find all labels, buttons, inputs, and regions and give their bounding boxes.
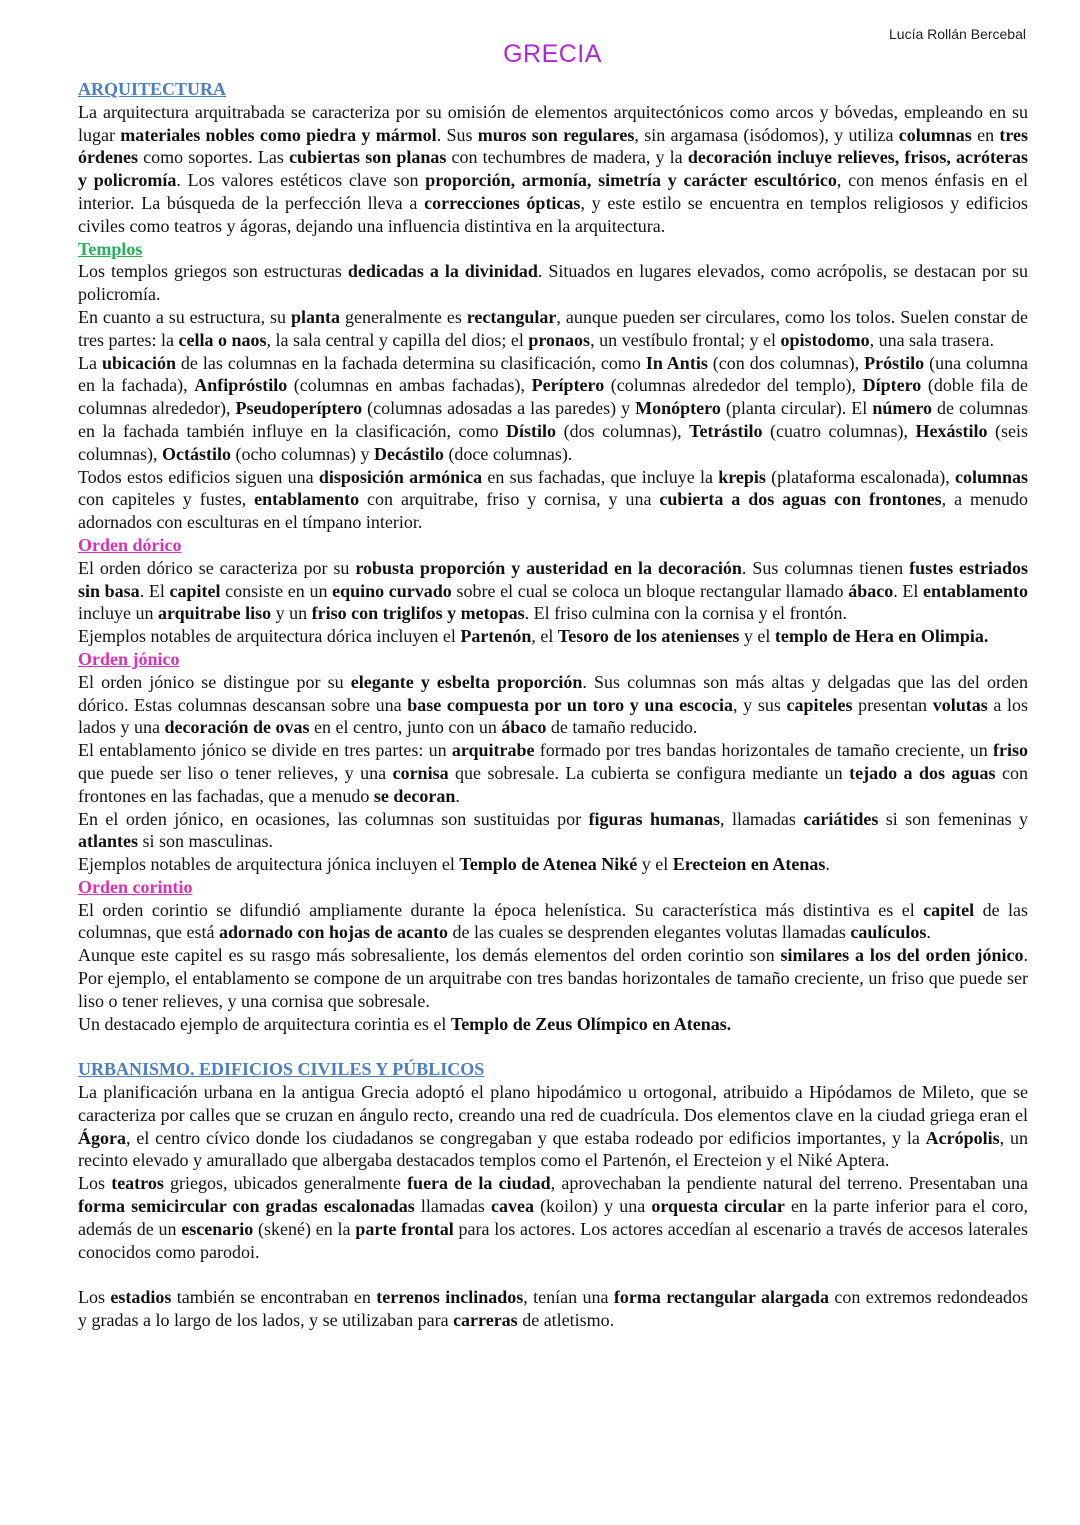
text-run: de columnas en la fachada también influye en la clasificación, como bbox=[78, 398, 1028, 441]
bold-term: parte frontal bbox=[355, 1218, 454, 1239]
text-run: en sus fachadas, que incluye la bbox=[482, 466, 719, 487]
bold-term: Dístilo bbox=[506, 420, 557, 441]
bold-term: In Antis bbox=[645, 352, 708, 373]
spacer bbox=[78, 1035, 1028, 1058]
bold-term: Templo de Atenea Niké bbox=[459, 854, 638, 875]
bold-term: número bbox=[872, 398, 932, 419]
bold-term: similares a los del orden jónico bbox=[780, 945, 1024, 966]
bold-term: fustes estriados sin basa bbox=[78, 557, 1029, 601]
bold-term: se decoran bbox=[373, 785, 456, 806]
text-run: presentan bbox=[852, 694, 933, 715]
paragraph-dorico-2 bbox=[78, 625, 1028, 648]
text-run: . bbox=[825, 854, 830, 875]
bold-term: Próstilo bbox=[864, 352, 925, 373]
text-run: El orden jónico se distingue por su bbox=[78, 671, 351, 692]
paragraph-jonico-3 bbox=[78, 808, 1028, 854]
bold-term: Monóptero bbox=[635, 398, 721, 419]
text-run: en la parte inferior para el coro, además de un bbox=[78, 1196, 1028, 1239]
bold-term: Díptero bbox=[862, 375, 922, 396]
document-title: GRECIA bbox=[503, 40, 602, 68]
heading-urbanismo: URBANISMO. EDIFICIOS CIVILES Y PÚBLICOS bbox=[78, 1059, 485, 1080]
paragraph-corintio-3 bbox=[78, 1013, 1028, 1036]
heading-orden-dorico: Orden dórico bbox=[78, 534, 182, 555]
bold-term: arquitrabe liso bbox=[157, 603, 272, 624]
paragraph-jonico-2 bbox=[78, 739, 1028, 807]
text-run: (columnas alrededor del templo), bbox=[604, 375, 863, 396]
bold-term: terrenos inclinados bbox=[376, 1287, 524, 1308]
paragraph-templos-1 bbox=[78, 260, 1028, 306]
text-run: En cuanto a su estructura, su bbox=[78, 306, 291, 327]
text-run: La planificación urbana en la antigua Grecia adoptó el plano hipodámico u ortogonal, atribuido a Hipódamos de Mileto, que se caracteriza por calles que se cruzan en ángulo recto, creando una red de cuadrícula. Dos elementos clave en la ciudad griega eran el bbox=[78, 1082, 1028, 1125]
bold-term: Hexástilo bbox=[915, 420, 988, 441]
text-run: El orden dórico se caracteriza por su bbox=[78, 557, 356, 578]
text-run: , la sala central y capilla del dios; el bbox=[266, 329, 529, 350]
text-run: , una sala trasera. bbox=[869, 329, 994, 350]
text-run: de las cuales se desprenden elegantes volutas llamadas bbox=[448, 922, 851, 943]
text-run: . bbox=[455, 785, 460, 806]
text-run: con frontones en las fachadas, que a menudo bbox=[78, 762, 1028, 806]
bold-term: friso bbox=[993, 740, 1028, 761]
text-run: con extremos redondeados y gradas a lo largo de los lados, y se utilizaban para bbox=[78, 1287, 1029, 1331]
text-run: Ejemplos notables de arquitectura jónica incluyen el bbox=[78, 854, 460, 875]
bold-term: materiales nobles como piedra y mármol bbox=[120, 124, 437, 145]
paragraph-templos-3 bbox=[78, 352, 1028, 466]
text-run: . Por ejemplo, el entablamento se compone de un arquitrabe con tres bandas horizontales de tamaño creciente, un friso que puede ser liso o tener relieves, y una cornisa que sobresale. bbox=[78, 945, 1028, 1011]
bold-term: templo de Hera en Olimpia. bbox=[774, 626, 989, 647]
bold-term: ábaco bbox=[501, 717, 547, 738]
bold-term: carreras bbox=[453, 1310, 518, 1331]
heading-orden-corintio: Orden corintio bbox=[78, 876, 193, 897]
bold-term: arquitrabe bbox=[451, 740, 535, 761]
bold-term: Pseudoperíptero bbox=[235, 398, 363, 419]
paragraph-jonico-4 bbox=[78, 853, 1028, 876]
bold-term: escenario bbox=[181, 1218, 254, 1239]
bold-term: decoración de ovas bbox=[164, 717, 310, 738]
text-run: Los bbox=[78, 1287, 111, 1308]
text-run: (doce columnas). bbox=[443, 443, 573, 464]
text-run: (columnas en ambas fachadas), bbox=[287, 375, 532, 396]
text-run: con capiteles y fustes, bbox=[78, 489, 255, 510]
bold-term: figuras humanas bbox=[588, 808, 721, 829]
text-run: a los lados y una bbox=[78, 694, 1028, 738]
text-run: que puede ser liso o tener relieves, y una bbox=[78, 762, 393, 783]
bold-term: forma semicircular con gradas escalonadas bbox=[78, 1196, 415, 1217]
text-run: (una columna en la fachada), bbox=[78, 352, 1029, 396]
text-run: Todos estos edificios siguen una bbox=[78, 466, 319, 487]
bold-term: decoración incluye relieves, frisos, acróteras y policromía bbox=[78, 147, 1028, 191]
bold-term: entablamento bbox=[923, 580, 1028, 601]
text-run: (columnas adosadas a las paredes) y bbox=[362, 398, 636, 419]
text-run: también se encontraban en bbox=[171, 1287, 377, 1308]
text-run: . El bbox=[893, 580, 923, 601]
text-run: La arquitectura arquitrabada se caracteriza por su omisión de elementos arquitectónicos como arcos y bóvedas, empleando en su lugar bbox=[78, 101, 1028, 145]
text-run: en bbox=[971, 124, 1000, 145]
text-run: El orden corintio se difundió ampliamente durante la época helenística. Su característica más distintiva es el bbox=[78, 899, 924, 920]
text-run: , un recinto elevado y amurallado que albergaba destacados templos como el Partenón, el Erecteion y el Niké Aptera. bbox=[78, 1127, 1029, 1171]
text-run: de tamaño reducido. bbox=[546, 717, 698, 738]
bold-term: equino curvado bbox=[332, 580, 452, 601]
bold-term: tres órdenes bbox=[78, 124, 1029, 168]
text-run: y el bbox=[637, 854, 673, 875]
text-run: de las columnas, que está bbox=[78, 899, 1029, 943]
bold-term: volutas bbox=[932, 694, 988, 715]
bold-term: atlantes bbox=[78, 831, 138, 852]
bold-term: orquesta circular bbox=[651, 1196, 785, 1217]
text-run: . El bbox=[139, 580, 170, 601]
text-run: Los bbox=[78, 1173, 112, 1194]
bold-term: Decástilo bbox=[373, 443, 444, 464]
bold-term: Ágora bbox=[78, 1127, 126, 1148]
text-run: si son masculinas. bbox=[138, 831, 273, 852]
text-run: de atletismo. bbox=[517, 1310, 615, 1331]
text-run: . bbox=[926, 922, 931, 943]
bold-term: elegante y esbelta proporción bbox=[350, 671, 583, 692]
bold-term: cubierta a dos aguas con frontones bbox=[659, 489, 942, 510]
text-run: que sobresale. La cubierta se configura mediante un bbox=[448, 762, 850, 783]
text-run: , aunque pueden ser circulares, como los tolos. Suelen constar de tres partes: la bbox=[78, 306, 1029, 350]
bold-term: columnas bbox=[898, 124, 972, 145]
paragraph-arquitectura bbox=[78, 101, 1028, 238]
bold-term: muros son regulares bbox=[477, 124, 635, 145]
text-run: . Sus columnas son más altas y delgadas que las del orden dórico. Estas columnas descansan sobre una bbox=[78, 671, 1028, 715]
bold-term: Anfipróstilo bbox=[194, 375, 288, 396]
bold-term: ubicación bbox=[101, 352, 176, 373]
bold-term: Períptero bbox=[531, 375, 605, 396]
bold-term: adornado con hojas de acanto bbox=[218, 922, 448, 943]
text-run: (plataforma escalonada), bbox=[765, 466, 955, 487]
text-run: (dos columnas), bbox=[556, 420, 690, 441]
bold-term: entablamento bbox=[254, 489, 360, 510]
bold-term: Tetrástilo bbox=[689, 420, 763, 441]
text-run: (doble fila de columnas alrededor), bbox=[78, 375, 1028, 419]
bold-term: cariátides bbox=[803, 808, 879, 829]
text-run: si son femeninas y bbox=[878, 808, 1028, 829]
bold-term: disposición armónica bbox=[318, 466, 483, 487]
bold-term: pronaos bbox=[528, 329, 591, 350]
text-run: , y sus bbox=[733, 694, 787, 715]
text-run: y un bbox=[271, 603, 312, 624]
bold-term: robusta proporción y austeridad en la decoración bbox=[355, 557, 742, 578]
text-run: (skené) en la bbox=[253, 1218, 356, 1239]
paragraph-corintio-2 bbox=[78, 944, 1028, 1012]
text-run: . Situados en lugares elevados, como acrópolis, se destacan por su policromía. bbox=[78, 261, 1028, 305]
text-run: generalmente es bbox=[340, 306, 467, 327]
text-run: . Sus bbox=[436, 124, 478, 145]
heading-templos: Templos bbox=[78, 238, 143, 259]
text-run: (cuatro columnas), bbox=[762, 420, 916, 441]
text-run: (ocho columnas) y bbox=[230, 443, 374, 464]
bold-term: teatros bbox=[111, 1173, 164, 1194]
text-run: de las columnas en la fachada determina su clasificación, como bbox=[175, 352, 646, 373]
paragraph-templos-4 bbox=[78, 466, 1028, 534]
text-run: , con menos énfasis en el interior. La búsqueda de la perfección lleva a bbox=[78, 170, 1028, 213]
text-run: El entablamento jónico se divide en tres partes: un bbox=[78, 740, 452, 761]
text-run: , llamadas bbox=[720, 808, 804, 829]
paragraph-templos-2 bbox=[78, 306, 1028, 352]
text-run: , tenían una bbox=[523, 1287, 614, 1308]
paragraph-dorico-1 bbox=[78, 557, 1028, 625]
bold-term: Erecteion en Atenas bbox=[672, 854, 826, 875]
bold-term: cubiertas son planas bbox=[289, 147, 447, 168]
bold-term: Tesoro de los atenienses bbox=[557, 626, 740, 647]
text-run: (planta circular). El bbox=[720, 398, 873, 419]
paragraph-urbanismo-3 bbox=[78, 1286, 1028, 1332]
bold-term: krepis bbox=[718, 466, 766, 487]
bold-term: Octástilo bbox=[161, 443, 231, 464]
text-run: , a menudo adornados con esculturas en el tímpano interior. bbox=[78, 489, 1028, 533]
text-run: , el bbox=[531, 626, 558, 647]
text-run: , aprovechaban la pendiente natural del terreno. Presentaban una bbox=[550, 1173, 1029, 1194]
text-run: (koilon) y una bbox=[533, 1196, 652, 1217]
text-run: y el bbox=[739, 626, 775, 647]
text-run: consiste en un bbox=[220, 580, 333, 601]
bold-term: Acrópolis bbox=[925, 1127, 1000, 1148]
text-run: griegos, ubicados generalmente bbox=[163, 1173, 408, 1194]
bold-term: rectangular bbox=[466, 306, 557, 327]
text-run: (seis columnas), bbox=[78, 420, 1029, 464]
text-run: formado por tres bandas horizontales de tamaño creciente, un bbox=[534, 740, 993, 761]
bold-term: Partenón bbox=[460, 626, 532, 647]
text-run: , un vestíbulo frontal; y el bbox=[590, 329, 781, 350]
text-run: con techumbres de madera, y la bbox=[446, 147, 688, 168]
text-run: , y este estilo se encuentra en templos religiosos y edificios civiles como teatros y ágoras, dejando una influencia distintiva en la arquitectura. bbox=[78, 192, 1028, 236]
text-run: como soportes. Las bbox=[138, 147, 290, 168]
text-run: En el orden jónico, en ocasiones, las columnas son sustituidas por bbox=[78, 808, 589, 829]
text-run: , sin argamasa (isódomos), y utiliza bbox=[634, 124, 899, 145]
paragraph-corintio-1 bbox=[78, 899, 1028, 945]
text-run: incluye un bbox=[78, 603, 158, 624]
bold-term: capitel bbox=[169, 580, 221, 601]
spacer bbox=[78, 1263, 1028, 1286]
bold-term: cella o naos bbox=[178, 329, 267, 350]
bold-term: capitel bbox=[923, 899, 975, 920]
bold-term: cavea bbox=[490, 1196, 534, 1217]
bold-term: planta bbox=[291, 306, 341, 327]
bold-term: estadios bbox=[110, 1287, 172, 1308]
bold-term: fuera de la ciudad bbox=[407, 1173, 551, 1194]
text-run: llamadas bbox=[414, 1196, 491, 1217]
bold-term: forma rectangular alargada bbox=[613, 1287, 829, 1308]
text-run: para los actores. Los actores accedían al escenario a través de accesos laterales conocidos como parodoi. bbox=[78, 1218, 1028, 1262]
bold-term: dedicadas a la divinidad bbox=[347, 261, 538, 282]
bold-term: capiteles bbox=[786, 694, 853, 715]
text-run: Un destacado ejemplo de arquitectura corintia es el bbox=[78, 1013, 451, 1034]
bold-term: Templo de Zeus Olímpico en Atenas. bbox=[450, 1013, 732, 1034]
bold-term: base compuesta por un toro y una escocia bbox=[407, 694, 734, 715]
text-run: La bbox=[78, 352, 102, 373]
text-run: Los templos griegos son estructuras bbox=[78, 261, 348, 282]
heading-arquitectura: ARQUITECTURA bbox=[78, 79, 227, 99]
paragraph-jonico-1 bbox=[78, 671, 1028, 739]
bold-term: caulículos bbox=[850, 922, 927, 943]
bold-term: friso con triglifos y metopas bbox=[311, 603, 525, 624]
text-run: en el centro, junto con un bbox=[309, 717, 502, 738]
paragraph-urbanismo-1 bbox=[78, 1081, 1028, 1172]
bold-term: ábaco bbox=[848, 580, 894, 601]
text-run: . Los valores estéticos clave son bbox=[176, 170, 426, 191]
text-run: , el centro cívico donde los ciudadanos se congregaban y que estaba rodeado por edificios importantes, y la bbox=[126, 1127, 926, 1148]
text-run: con arquitrabe, friso y cornisa, y una bbox=[359, 489, 660, 510]
text-run: . El friso culmina con la cornisa y el frontón. bbox=[524, 603, 848, 624]
text-run: Aunque este capitel es su rasgo más sobresaliente, los demás elementos del orden corintio son bbox=[78, 945, 781, 966]
bold-term: proporción, armonía, simetría y carácter escultórico bbox=[425, 170, 837, 191]
bold-term: cornisa bbox=[392, 762, 449, 783]
text-run: Ejemplos notables de arquitectura dórica incluyen el bbox=[78, 626, 461, 647]
text-run: . Sus columnas tienen bbox=[741, 557, 910, 578]
paragraph-urbanismo-2 bbox=[78, 1172, 1028, 1263]
author-name: Lucía Rollán Bercebal bbox=[889, 26, 1026, 42]
bold-term: tejado a dos aguas bbox=[849, 762, 996, 783]
bold-term: columnas bbox=[954, 466, 1028, 487]
bold-term: correcciones ópticas bbox=[424, 192, 581, 213]
document-body bbox=[78, 78, 1028, 1332]
heading-orden-jonico: Orden jónico bbox=[78, 648, 180, 669]
bold-term: opistodomo bbox=[780, 329, 870, 350]
text-run: sobre el cual se coloca un bloque rectangular llamado bbox=[451, 580, 849, 601]
text-run: (con dos columnas), bbox=[707, 352, 865, 373]
